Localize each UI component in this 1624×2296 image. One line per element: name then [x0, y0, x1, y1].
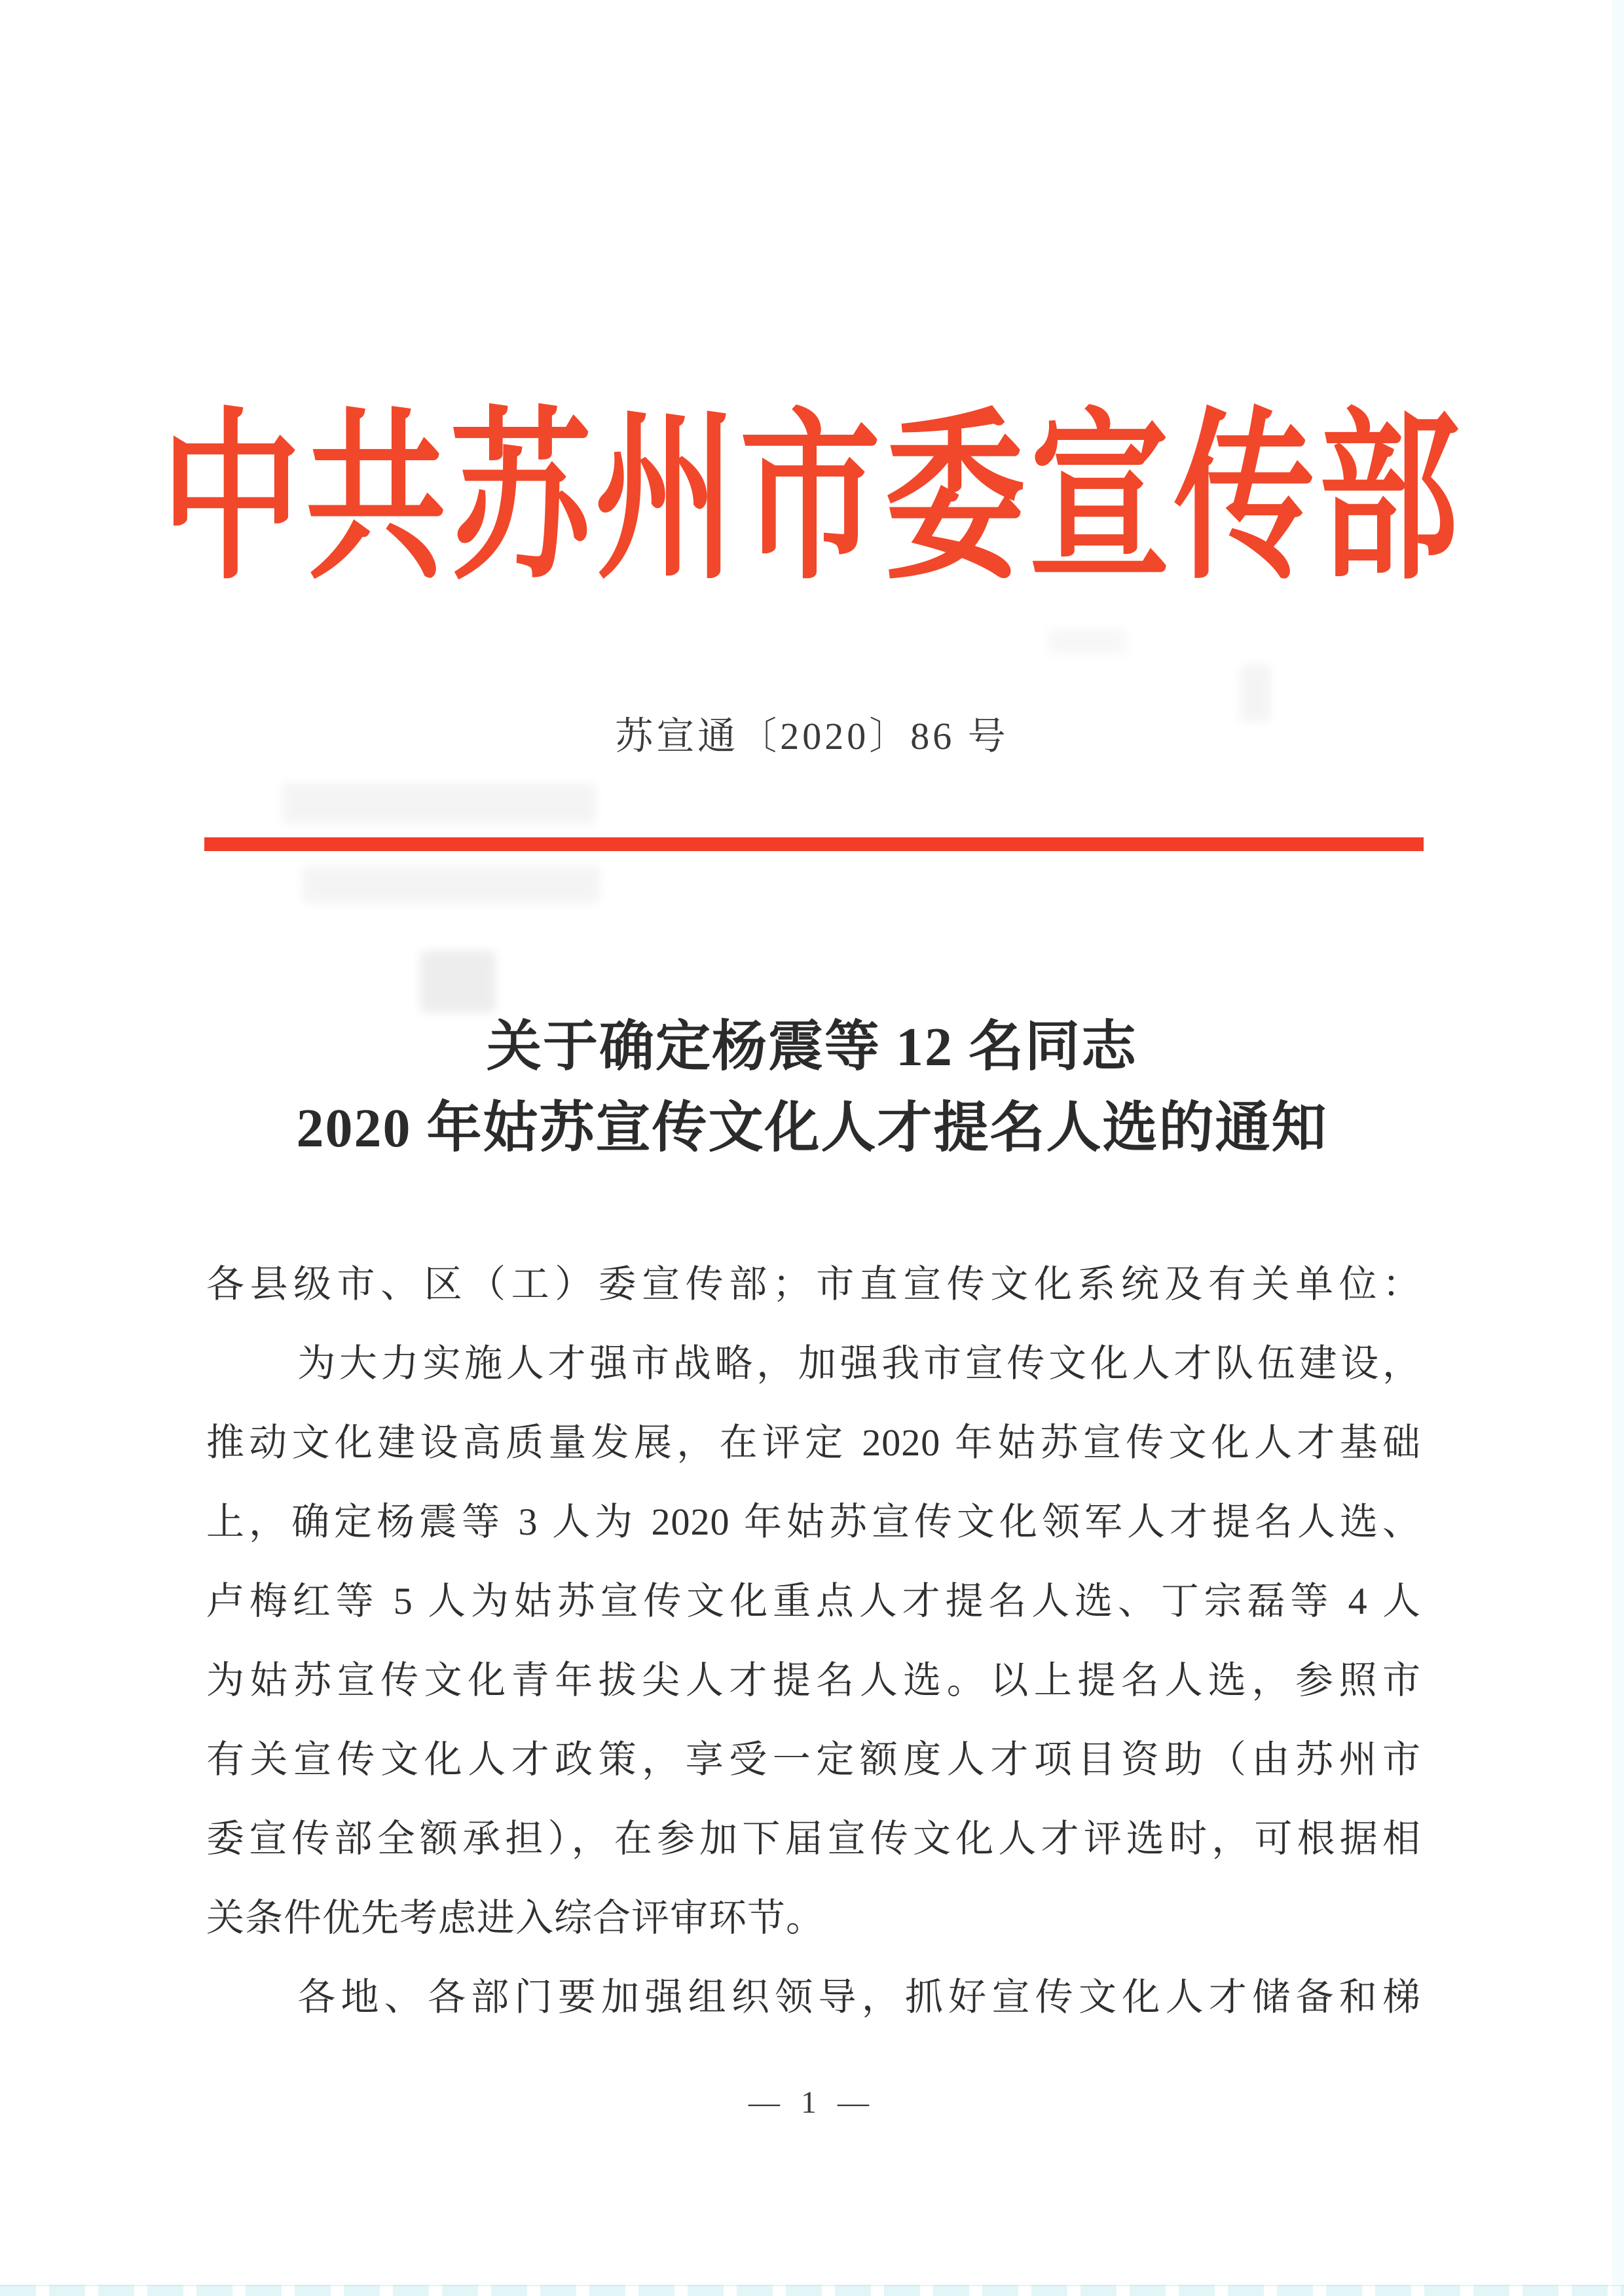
- body-line: 有关宣传文化人才政策，享受一定额度人才项目资助（由苏州市: [206, 1738, 1421, 1781]
- scan-artifact: [1240, 665, 1271, 722]
- body-line-salutation: 各县级市、区（工）委宣传部；市直宣传文化系统及有关单位：: [206, 1263, 1421, 1305]
- body-line: 关条件优先考虑进入综合评审环节。: [206, 1897, 825, 1939]
- scan-artifact: [1048, 629, 1126, 655]
- body-line: 委宣传部全额承担），在参加下届宣传文化人才评选时，可根据相: [206, 1817, 1421, 1860]
- body-line: 为大力实施人才强市战略，加强我市宣传文化人才队伍建设，: [297, 1342, 1421, 1385]
- document-title: [0, 1007, 1624, 1169]
- document-number: 苏宣通〔2020〕86 号: [615, 715, 1009, 757]
- red-separator-line: [204, 837, 1424, 851]
- body-line: 推动文化建设高质量发展，在评定 2020 年姑苏宣传文化人才基础: [206, 1421, 1421, 1464]
- body-line: 卢梅红等 5 人为姑苏宣传文化重点人才提名人选、丁宗磊等 4 人: [206, 1580, 1421, 1622]
- scan-edge-artifact: [1612, 0, 1624, 2296]
- scan-edge-artifact: [0, 2285, 1624, 2296]
- scan-artifact: [420, 951, 496, 1013]
- scan-artifact: [282, 783, 596, 824]
- document-title-line-2: 2020 年姑苏宣传文化人才提名人选的通知: [296, 1098, 1328, 1159]
- letterhead-title: 中共苏州市委宣传部: [160, 397, 1464, 602]
- scan-artifact: [303, 866, 600, 903]
- body-line: 为姑苏宣传文化青年拔尖人才提名人选。以上提名人选，参照市: [206, 1659, 1421, 1702]
- document-body: [206, 1245, 1421, 2037]
- body-line: 各地、各部门要加强组织领导，抓好宣传文化人才储备和梯: [297, 1976, 1421, 2018]
- body-line: 上，确定杨震等 3 人为 2020 年姑苏宣传文化领军人才提名人选、: [206, 1501, 1421, 1543]
- page-number: — 1 —: [748, 2085, 876, 2120]
- document-title-line-1: 关于确定杨震等 12 名同志: [486, 1017, 1137, 1078]
